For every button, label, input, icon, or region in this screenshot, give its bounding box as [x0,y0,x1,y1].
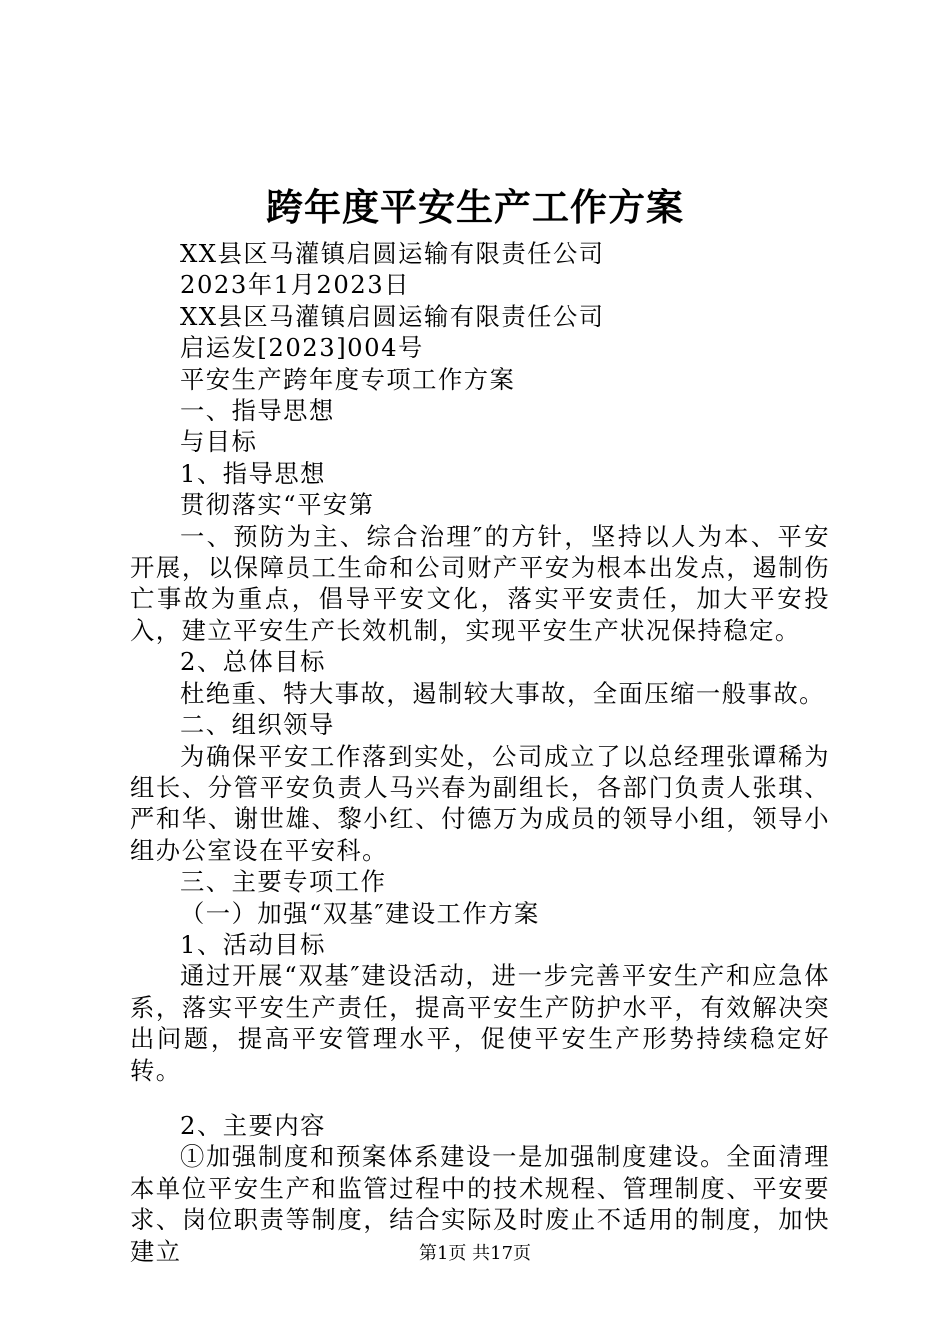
section-heading-main-work: 三、主要专项工作 [180,867,387,897]
company-name-line: XX县区马灌镇启圆运输有限责任公司 [180,239,605,268]
paragraph-implement: 贯彻落实“平安第 [180,490,375,520]
section-heading-goals: 与目标 [180,427,258,457]
paragraph-policy: 一、预防为主、综合治理″的方针，坚持以人为本、平安开展，以保障员工生命和公司财产平安为根本出发点，遏制伤亡事故为重点，倡导平安文化，落实平安责任，加大平安投入，建立平安生产长效机制，实现平安生产状况保持稳定。 [130,521,830,645]
company-name-line-2: XX县区马灌镇启圆运输有限责任公司 [180,301,605,331]
paragraph-overall-goal: 杜绝重、特大事故，遏制较大事故，全面压缩一般事故。 [180,678,825,708]
document-number: 启运发[2023]004号 [180,333,424,363]
section-heading-guiding: 一、指导思想 [180,396,335,426]
subsection-heading-main-content: 2、主要内容 [180,1110,326,1140]
paragraph-activity-goal: 通过开展“双基″建设活动，进一步完善平安生产和应急体系，落实平安生产责任，提高平安生产防护水平，有效解决突出问题，提高平安管理水平，促使平安生产形势持续稳定好转。 [130,961,830,1085]
subsection-heading-activity-goal: 1、活动目标 [180,929,326,959]
subsection-heading-double-basis: （一）加强“双基″建设工作方案 [180,898,540,928]
plan-subtitle: 平安生产跨年度专项工作方案 [180,364,516,394]
date-line: 2023年1月2023日 [180,270,411,300]
subsection-heading-overall-goal: 2、总体目标 [180,647,326,677]
document-title: 跨年度平安生产工作方案 [266,185,684,229]
paragraph-main-content: ①加强制度和预案体系建设一是加强制度建设。全面清理本单位平安生产和监管过程中的技术规程、管理制度、平安要求、岗位职责等制度，结合实际及时废止不适用的制度，加快建立 [130,1142,830,1266]
document-body [130,238,830,1267]
section-heading-leadership: 二、组织领导 [180,710,335,740]
subsection-heading-guiding-thought: 1、指导思想 [180,458,326,488]
paragraph-leadership: 为确保平安工作落到实处，公司成立了以总经理张谭稀为组长、分管平安负责人马兴春为副组长，各部门负责人张琪、严和华、谢世雄、黎小红、付德万为成员的领导小组，领导小组办公室设在平安科。 [130,741,830,865]
page-number: 第1页 共17页 [418,1243,532,1264]
